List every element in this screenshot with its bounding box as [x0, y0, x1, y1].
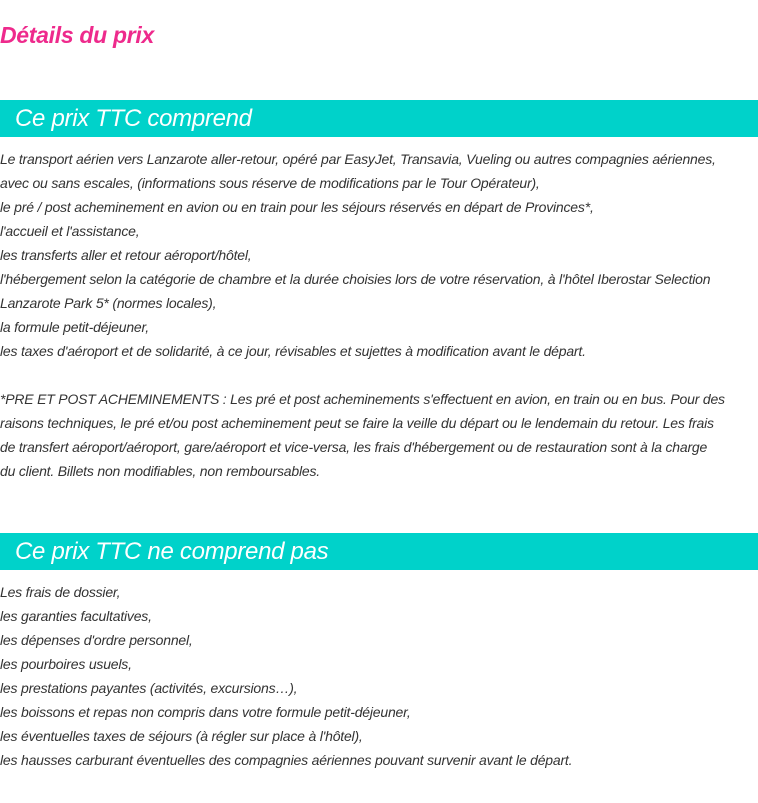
list-item: les transferts aller et retour aéroport/hôtel, — [0, 247, 252, 263]
list-item: avec ou sans escales, (informations sous réserve de modifications par le Tour Opérateur), — [0, 175, 540, 191]
note-line: *PRE ET POST ACHEMINEMENTS : Les pré et post acheminements s'effectuent en avion, en train ou en bus. Pour des — [0, 391, 725, 407]
list-item: Les frais de dossier, — [0, 584, 121, 600]
includes-heading: Ce prix TTC comprend — [15, 105, 252, 132]
list-item: Le transport aérien vers Lanzarote aller-retour, opéré par EasyJet, Transavia, Vueling ou autres compagnies aériennes, — [0, 151, 716, 167]
list-item: les boissons et repas non compris dans votre formule petit-déjeuner, — [0, 704, 411, 720]
list-item: Lanzarote Park 5* (normes locales), — [0, 295, 217, 311]
list-item: le pré / post acheminement en avion ou en train pour les séjours réservés en départ de Provinces*, — [0, 199, 594, 215]
list-item: les garanties facultatives, — [0, 608, 152, 624]
excludes-section-header — [0, 533, 758, 570]
includes-section-header — [0, 100, 758, 137]
page-title: Détails du prix — [0, 22, 154, 48]
list-item: l'accueil et l'assistance, — [0, 223, 140, 239]
list-item: les pourboires usuels, — [0, 656, 132, 672]
note-line: du client. Billets non modifiables, non remboursables. — [0, 463, 320, 479]
excludes-heading: Ce prix TTC ne comprend pas — [15, 538, 329, 565]
includes-list — [0, 147, 752, 363]
transfer-note — [0, 387, 752, 483]
note-line: de transfert aéroport/aéroport, gare/aéroport et vice-versa, les frais d'hébergement ou de restauration sont à la charge — [0, 439, 708, 455]
list-item: les éventuelles taxes de séjours (à régler sur place à l'hôtel), — [0, 728, 363, 744]
list-item: les prestations payantes (activités, excursions…), — [0, 680, 298, 696]
list-item: les hausses carburant éventuelles des compagnies aériennes pouvant survenir avant le départ. — [0, 752, 573, 768]
list-item: les taxes d'aéroport et de solidarité, à ce jour, révisables et sujettes à modification avant le départ. — [0, 343, 586, 359]
list-item: la formule petit-déjeuner, — [0, 319, 149, 335]
excludes-list — [0, 580, 752, 772]
list-item: les dépenses d'ordre personnel, — [0, 632, 193, 648]
list-item: l'hébergement selon la catégorie de chambre et la durée choisies lors de votre réservation, à l'hôtel Iberostar Selection — [0, 271, 711, 287]
note-line: raisons techniques, le pré et/ou post acheminement peut se faire la veille du départ ou le lendemain du retour. Les frais — [0, 415, 714, 431]
